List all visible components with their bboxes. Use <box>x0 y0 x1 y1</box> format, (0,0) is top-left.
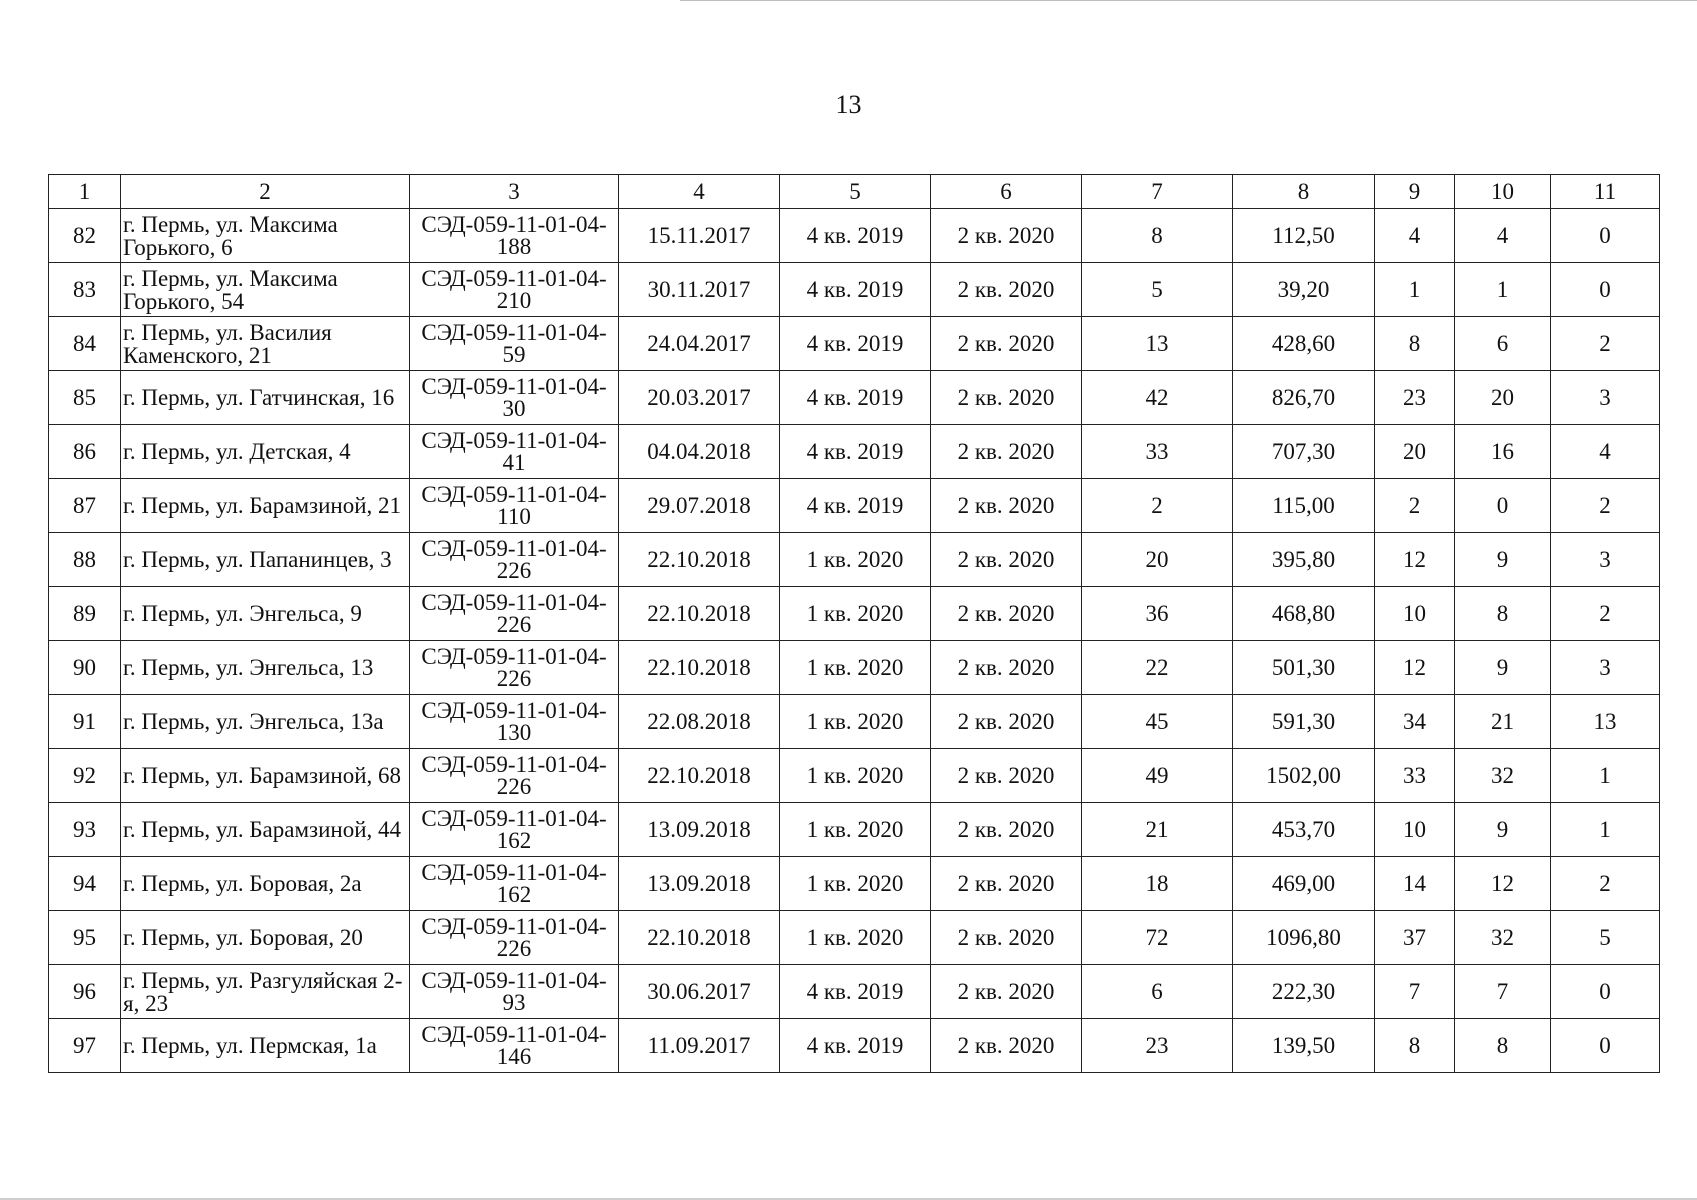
col10-cell: 32 <box>1455 911 1551 965</box>
start-quarter-cell: 4 кв. 2019 <box>780 425 931 479</box>
end-quarter-cell: 2 кв. 2020 <box>931 641 1082 695</box>
column-header-5: 5 <box>780 175 931 209</box>
col7-cell: 8 <box>1082 209 1233 263</box>
document-number-cell: СЭД-059-11-01-04-226 <box>410 749 619 803</box>
col7-cell: 5 <box>1082 263 1233 317</box>
table-row <box>49 803 1660 857</box>
col10-cell: 4 <box>1455 209 1551 263</box>
end-quarter-cell: 2 кв. 2020 <box>931 911 1082 965</box>
start-quarter-cell: 4 кв. 2019 <box>780 209 931 263</box>
table-row <box>49 857 1660 911</box>
col9-cell: 12 <box>1375 641 1455 695</box>
end-quarter-cell: 2 кв. 2020 <box>931 317 1082 371</box>
date-cell: 13.09.2018 <box>619 803 780 857</box>
col9-cell: 12 <box>1375 533 1455 587</box>
col9-cell: 34 <box>1375 695 1455 749</box>
row-number: 87 <box>49 479 121 533</box>
start-quarter-cell: 4 кв. 2019 <box>780 371 931 425</box>
col7-cell: 6 <box>1082 965 1233 1019</box>
date-cell: 22.10.2018 <box>619 911 780 965</box>
document-number-cell: СЭД-059-11-01-04-93 <box>410 965 619 1019</box>
column-header-10: 10 <box>1455 175 1551 209</box>
address-cell: г. Пермь, ул. Максима Горького, 54 <box>121 263 410 317</box>
address-cell: г. Пермь, ул. Барамзиной, 68 <box>121 749 410 803</box>
col9-cell: 10 <box>1375 587 1455 641</box>
row-number: 89 <box>49 587 121 641</box>
col9-cell: 7 <box>1375 965 1455 1019</box>
col9-cell: 37 <box>1375 911 1455 965</box>
area-cell: 826,70 <box>1233 371 1375 425</box>
end-quarter-cell: 2 кв. 2020 <box>931 749 1082 803</box>
column-header-1: 1 <box>49 175 121 209</box>
col10-cell: 9 <box>1455 533 1551 587</box>
end-quarter-cell: 2 кв. 2020 <box>931 965 1082 1019</box>
col10-cell: 20 <box>1455 371 1551 425</box>
row-number: 91 <box>49 695 121 749</box>
col11-cell: 3 <box>1551 641 1660 695</box>
column-header-3: 3 <box>410 175 619 209</box>
col9-cell: 1 <box>1375 263 1455 317</box>
col11-cell: 3 <box>1551 533 1660 587</box>
document-number-cell: СЭД-059-11-01-04-188 <box>410 209 619 263</box>
col7-cell: 21 <box>1082 803 1233 857</box>
area-cell: 112,50 <box>1233 209 1375 263</box>
area-cell: 453,70 <box>1233 803 1375 857</box>
area-cell: 222,30 <box>1233 965 1375 1019</box>
table-row <box>49 587 1660 641</box>
col10-cell: 16 <box>1455 425 1551 479</box>
start-quarter-cell: 1 кв. 2020 <box>780 911 931 965</box>
date-cell: 13.09.2018 <box>619 857 780 911</box>
col11-cell: 0 <box>1551 263 1660 317</box>
address-cell: г. Пермь, ул. Василия Каменского, 21 <box>121 317 410 371</box>
address-cell: г. Пермь, ул. Пермская, 1а <box>121 1019 410 1073</box>
address-cell: г. Пермь, ул. Энгельса, 13а <box>121 695 410 749</box>
table-row <box>49 911 1660 965</box>
row-number: 82 <box>49 209 121 263</box>
column-header-9: 9 <box>1375 175 1455 209</box>
document-number-cell: СЭД-059-11-01-04-226 <box>410 911 619 965</box>
col7-cell: 23 <box>1082 1019 1233 1073</box>
end-quarter-cell: 2 кв. 2020 <box>931 425 1082 479</box>
document-number-cell: СЭД-059-11-01-04-162 <box>410 857 619 911</box>
row-number: 90 <box>49 641 121 695</box>
document-number-cell: СЭД-059-11-01-04-146 <box>410 1019 619 1073</box>
start-quarter-cell: 4 кв. 2019 <box>780 965 931 1019</box>
date-cell: 04.04.2018 <box>619 425 780 479</box>
page-number: 13 <box>835 90 862 119</box>
document-number-cell: СЭД-059-11-01-04-30 <box>410 371 619 425</box>
address-cell: г. Пермь, ул. Разгуляйская 2-я, 23 <box>121 965 410 1019</box>
start-quarter-cell: 4 кв. 2019 <box>780 263 931 317</box>
row-number: 93 <box>49 803 121 857</box>
row-number: 85 <box>49 371 121 425</box>
end-quarter-cell: 2 кв. 2020 <box>931 533 1082 587</box>
area-cell: 395,80 <box>1233 533 1375 587</box>
column-header-6: 6 <box>931 175 1082 209</box>
col7-cell: 13 <box>1082 317 1233 371</box>
date-cell: 22.10.2018 <box>619 641 780 695</box>
table-row <box>49 209 1660 263</box>
area-cell: 501,30 <box>1233 641 1375 695</box>
row-number: 83 <box>49 263 121 317</box>
table-row <box>49 1019 1660 1073</box>
end-quarter-cell: 2 кв. 2020 <box>931 857 1082 911</box>
column-header-8: 8 <box>1233 175 1375 209</box>
document-number-cell: СЭД-059-11-01-04-226 <box>410 587 619 641</box>
col7-cell: 2 <box>1082 479 1233 533</box>
date-cell: 30.06.2017 <box>619 965 780 1019</box>
table-row <box>49 749 1660 803</box>
start-quarter-cell: 1 кв. 2020 <box>780 749 931 803</box>
table-row <box>49 371 1660 425</box>
date-cell: 29.07.2018 <box>619 479 780 533</box>
area-cell: 469,00 <box>1233 857 1375 911</box>
col11-cell: 2 <box>1551 317 1660 371</box>
table-row <box>49 641 1660 695</box>
col9-cell: 8 <box>1375 317 1455 371</box>
row-number: 95 <box>49 911 121 965</box>
col11-cell: 0 <box>1551 965 1660 1019</box>
col11-cell: 1 <box>1551 749 1660 803</box>
col9-cell: 4 <box>1375 209 1455 263</box>
col9-cell: 33 <box>1375 749 1455 803</box>
col11-cell: 0 <box>1551 209 1660 263</box>
address-cell: г. Пермь, ул. Энгельса, 9 <box>121 587 410 641</box>
end-quarter-cell: 2 кв. 2020 <box>931 209 1082 263</box>
table-body <box>49 209 1660 1073</box>
end-quarter-cell: 2 кв. 2020 <box>931 1019 1082 1073</box>
col11-cell: 13 <box>1551 695 1660 749</box>
end-quarter-cell: 2 кв. 2020 <box>931 479 1082 533</box>
start-quarter-cell: 1 кв. 2020 <box>780 695 931 749</box>
area-cell: 1096,80 <box>1233 911 1375 965</box>
col10-cell: 32 <box>1455 749 1551 803</box>
header-row <box>49 175 1660 209</box>
col10-cell: 9 <box>1455 803 1551 857</box>
address-cell: г. Пермь, ул. Папанинцев, 3 <box>121 533 410 587</box>
document-number-cell: СЭД-059-11-01-04-210 <box>410 263 619 317</box>
address-cell: г. Пермь, ул. Энгельса, 13 <box>121 641 410 695</box>
col10-cell: 1 <box>1455 263 1551 317</box>
address-cell: г. Пермь, ул. Барамзиной, 44 <box>121 803 410 857</box>
document-number-cell: СЭД-059-11-01-04-226 <box>410 533 619 587</box>
table-row <box>49 533 1660 587</box>
area-cell: 1502,00 <box>1233 749 1375 803</box>
col7-cell: 33 <box>1082 425 1233 479</box>
table-row <box>49 695 1660 749</box>
table-row <box>49 317 1660 371</box>
col7-cell: 22 <box>1082 641 1233 695</box>
area-cell: 707,30 <box>1233 425 1375 479</box>
address-cell: г. Пермь, ул. Максима Горького, 6 <box>121 209 410 263</box>
column-header-7: 7 <box>1082 175 1233 209</box>
address-cell: г. Пермь, ул. Боровая, 2а <box>121 857 410 911</box>
col11-cell: 2 <box>1551 587 1660 641</box>
date-cell: 22.10.2018 <box>619 749 780 803</box>
col11-cell: 1 <box>1551 803 1660 857</box>
col7-cell: 49 <box>1082 749 1233 803</box>
col10-cell: 6 <box>1455 317 1551 371</box>
col11-cell: 2 <box>1551 857 1660 911</box>
date-cell: 22.08.2018 <box>619 695 780 749</box>
end-quarter-cell: 2 кв. 2020 <box>931 803 1082 857</box>
col10-cell: 21 <box>1455 695 1551 749</box>
col11-cell: 0 <box>1551 1019 1660 1073</box>
registry-table <box>48 174 1660 1073</box>
start-quarter-cell: 4 кв. 2019 <box>780 1019 931 1073</box>
document-number-cell: СЭД-059-11-01-04-110 <box>410 479 619 533</box>
col10-cell: 0 <box>1455 479 1551 533</box>
col11-cell: 2 <box>1551 479 1660 533</box>
col9-cell: 8 <box>1375 1019 1455 1073</box>
scan-edge-top <box>680 0 1697 1</box>
column-header-2: 2 <box>121 175 410 209</box>
start-quarter-cell: 1 кв. 2020 <box>780 587 931 641</box>
end-quarter-cell: 2 кв. 2020 <box>931 371 1082 425</box>
col9-cell: 10 <box>1375 803 1455 857</box>
row-number: 86 <box>49 425 121 479</box>
start-quarter-cell: 4 кв. 2019 <box>780 479 931 533</box>
address-cell: г. Пермь, ул. Боровая, 20 <box>121 911 410 965</box>
row-number: 96 <box>49 965 121 1019</box>
col10-cell: 8 <box>1455 1019 1551 1073</box>
table-header <box>49 175 1660 209</box>
table-row <box>49 263 1660 317</box>
end-quarter-cell: 2 кв. 2020 <box>931 587 1082 641</box>
start-quarter-cell: 1 кв. 2020 <box>780 857 931 911</box>
col7-cell: 42 <box>1082 371 1233 425</box>
col7-cell: 18 <box>1082 857 1233 911</box>
date-cell: 22.10.2018 <box>619 587 780 641</box>
area-cell: 468,80 <box>1233 587 1375 641</box>
document-number-cell: СЭД-059-11-01-04-226 <box>410 641 619 695</box>
start-quarter-cell: 1 кв. 2020 <box>780 641 931 695</box>
date-cell: 30.11.2017 <box>619 263 780 317</box>
document-number-cell: СЭД-059-11-01-04-41 <box>410 425 619 479</box>
table-row <box>49 479 1660 533</box>
date-cell: 15.11.2017 <box>619 209 780 263</box>
area-cell: 591,30 <box>1233 695 1375 749</box>
col7-cell: 45 <box>1082 695 1233 749</box>
area-cell: 39,20 <box>1233 263 1375 317</box>
start-quarter-cell: 1 кв. 2020 <box>780 803 931 857</box>
date-cell: 22.10.2018 <box>619 533 780 587</box>
col10-cell: 7 <box>1455 965 1551 1019</box>
date-cell: 20.03.2017 <box>619 371 780 425</box>
col10-cell: 9 <box>1455 641 1551 695</box>
column-header-4: 4 <box>619 175 780 209</box>
area-cell: 428,60 <box>1233 317 1375 371</box>
date-cell: 24.04.2017 <box>619 317 780 371</box>
col11-cell: 4 <box>1551 425 1660 479</box>
end-quarter-cell: 2 кв. 2020 <box>931 695 1082 749</box>
col11-cell: 5 <box>1551 911 1660 965</box>
col7-cell: 72 <box>1082 911 1233 965</box>
area-cell: 139,50 <box>1233 1019 1375 1073</box>
document-number-cell: СЭД-059-11-01-04-59 <box>410 317 619 371</box>
date-cell: 11.09.2017 <box>619 1019 780 1073</box>
col10-cell: 12 <box>1455 857 1551 911</box>
col9-cell: 2 <box>1375 479 1455 533</box>
col11-cell: 3 <box>1551 371 1660 425</box>
area-cell: 115,00 <box>1233 479 1375 533</box>
row-number: 88 <box>49 533 121 587</box>
document-number-cell: СЭД-059-11-01-04-130 <box>410 695 619 749</box>
address-cell: г. Пермь, ул. Детская, 4 <box>121 425 410 479</box>
column-header-11: 11 <box>1551 175 1660 209</box>
end-quarter-cell: 2 кв. 2020 <box>931 263 1082 317</box>
col9-cell: 20 <box>1375 425 1455 479</box>
table-row <box>49 425 1660 479</box>
start-quarter-cell: 4 кв. 2019 <box>780 317 931 371</box>
col9-cell: 23 <box>1375 371 1455 425</box>
col7-cell: 20 <box>1082 533 1233 587</box>
col10-cell: 8 <box>1455 587 1551 641</box>
col7-cell: 36 <box>1082 587 1233 641</box>
row-number: 97 <box>49 1019 121 1073</box>
start-quarter-cell: 1 кв. 2020 <box>780 533 931 587</box>
address-cell: г. Пермь, ул. Гатчинская, 16 <box>121 371 410 425</box>
table-row <box>49 965 1660 1019</box>
col9-cell: 14 <box>1375 857 1455 911</box>
row-number: 94 <box>49 857 121 911</box>
row-number: 92 <box>49 749 121 803</box>
address-cell: г. Пермь, ул. Барамзиной, 21 <box>121 479 410 533</box>
row-number: 84 <box>49 317 121 371</box>
document-number-cell: СЭД-059-11-01-04-162 <box>410 803 619 857</box>
